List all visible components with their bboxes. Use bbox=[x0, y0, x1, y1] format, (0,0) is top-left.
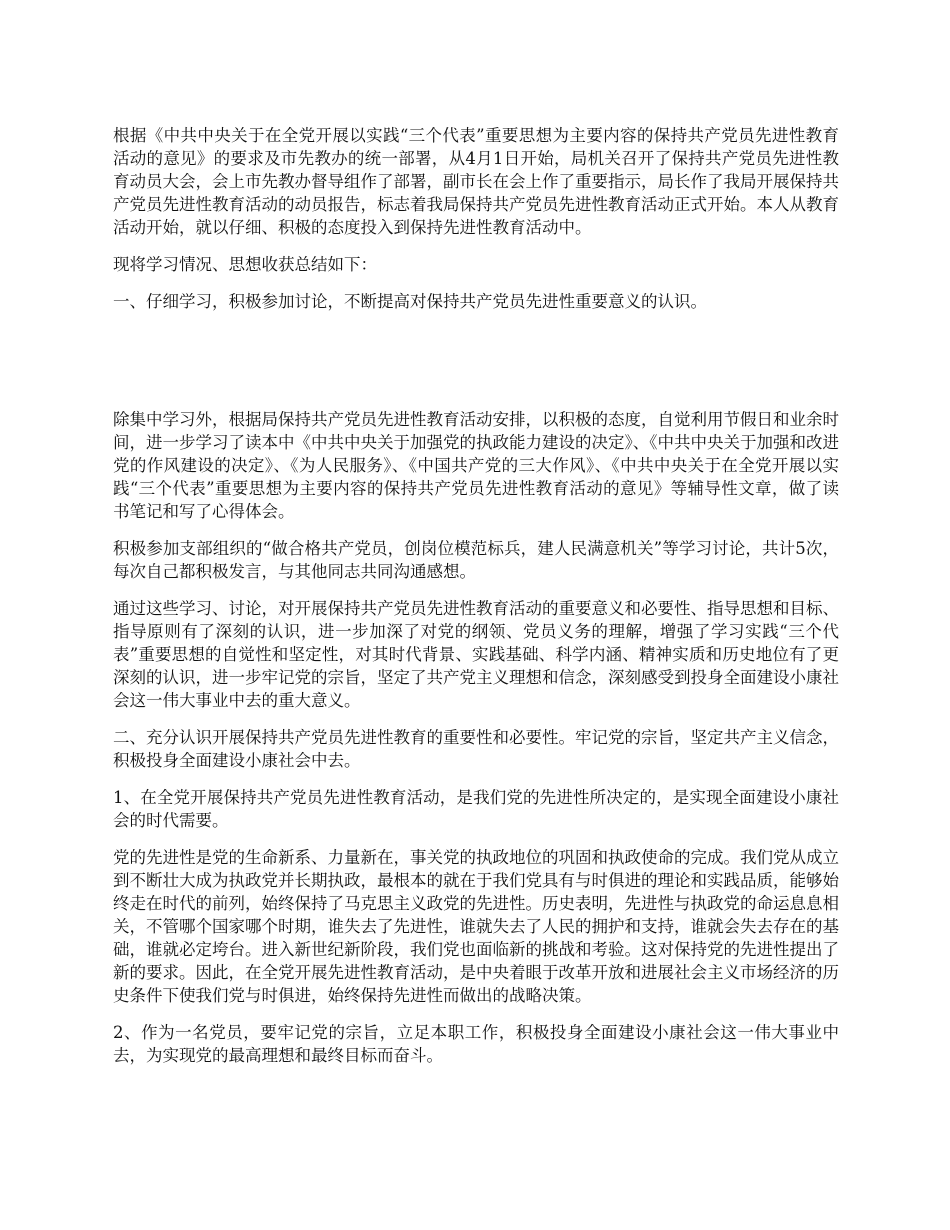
blank-space bbox=[113, 327, 839, 408]
intro-paragraph: 根据《中共中央关于在全党开展以实践“三个代表”重要思想为主要内容的保持共产党员先进性教育活动的意见》的要求及市先教办的统一部署，从4月1日开始，局机关召开了保持共产党员先进性教育动员大会，会上市先教办督导组作了部署，副市长在会上作了重要指示，局长作了我局开展保持共产党员先进性教育活动的动员报告，标志着我局保持共产党员先进性教育活动正式开始。本人从教育活动开始，就以仔细、积极的态度投入到保持先进性教育活动中。 bbox=[113, 126, 839, 237]
point-two-paragraph: 2、作为一名党员，要牢记党的宗旨，立足本职工作，积极投身全面建设小康社会这一伟大事业中去，为实现党的最高理想和最终目标而奋斗。 bbox=[113, 1023, 839, 1065]
discussion-paragraph: 积极参加支部组织的“做合格共产党员，创岗位模范标兵，建人民满意机关”等学习讨论，共计5次，每次自己都积极发言，与其他同志共同沟通感想。 bbox=[113, 539, 839, 581]
study-paragraph: 除集中学习外，根据局保持共产党员先进性教育活动安排，以积极的态度，自觉利用节假日和业余时间，进一步学习了读本中《中共中央关于加强党的执政能力建设的决定》、《中共中央关于加强和改进党的作风建设的决定》、《为人民服务》、《中国共产党的三大作风》、《中共中央关于在全党开展以实践“三个代表”重要思想为主要内容的保持共产党员先进性教育活动的意见》等辅导性文章，做了读书笔记和写了心得体会。 bbox=[113, 410, 839, 521]
advancement-paragraph: 党的先进性是党的生命新系、力量新在，事关党的执政地位的巩固和执政使命的完成。我们党从成立到不断壮大成为执政党并长期执政，最根本的就在于我们党具有与时俱进的理论和实践品质，能够始终走在时代的前列，始终保持了马克思主义政党的先进性。历史表明，先进性与执政党的命运息息相关，不管哪个国家哪个时期，谁失去了先进性，谁就失去了人民的拥护和支持，谁就会失去存在的基础，谁就必定垮台。进入新世纪新阶段，我们党也面临新的挑战和考验。这对保持党的先进性提出了新的要求。因此，在全党开展先进性教育活动，是中央着眼于改革开放和进展社会主义市场经济的历史条件下使我们党与时俱进，始终保持先进性而做出的战略决策。 bbox=[113, 848, 839, 1005]
point-one-paragraph: 1、在全党开展保持共产党员先进性教育活动，是我们党的先进性所决定的，是实现全面建设小康社会的时代需要。 bbox=[113, 788, 839, 830]
understanding-paragraph: 通过这些学习、讨论，对开展保持共产党员先进性教育活动的重要意义和必要性、指导思想和目标、指导原则有了深刻的认识，进一步加深了对党的纲领、党员义务的理解，增强了学习实践“三个代表”重要思想的自觉性和坚定性，对其时代背景、实践基础、科学内涵、精神实质和历史地位有了更深刻的认识，进一步牢记党的宗旨，坚定了共产党主义理想和信念，深刻感受到投身全面建设小康社会这一伟大事业中去的重大意义。 bbox=[113, 599, 839, 710]
document-body bbox=[113, 124, 839, 1081]
summary-lead-paragraph: 现将学习情况、思想收获总结如下： bbox=[113, 255, 377, 274]
section-one-heading: 一、仔细学习，积极参加讨论，不断提高对保持共产党员先进性重要意义的认识。 bbox=[113, 292, 707, 311]
section-two-heading: 二、充分认识开展保持共产党员先进性教育的重要性和必要性。牢记党的宗旨，坚定共产主义信念，积极投身全面建设小康社会中去。 bbox=[113, 728, 839, 770]
